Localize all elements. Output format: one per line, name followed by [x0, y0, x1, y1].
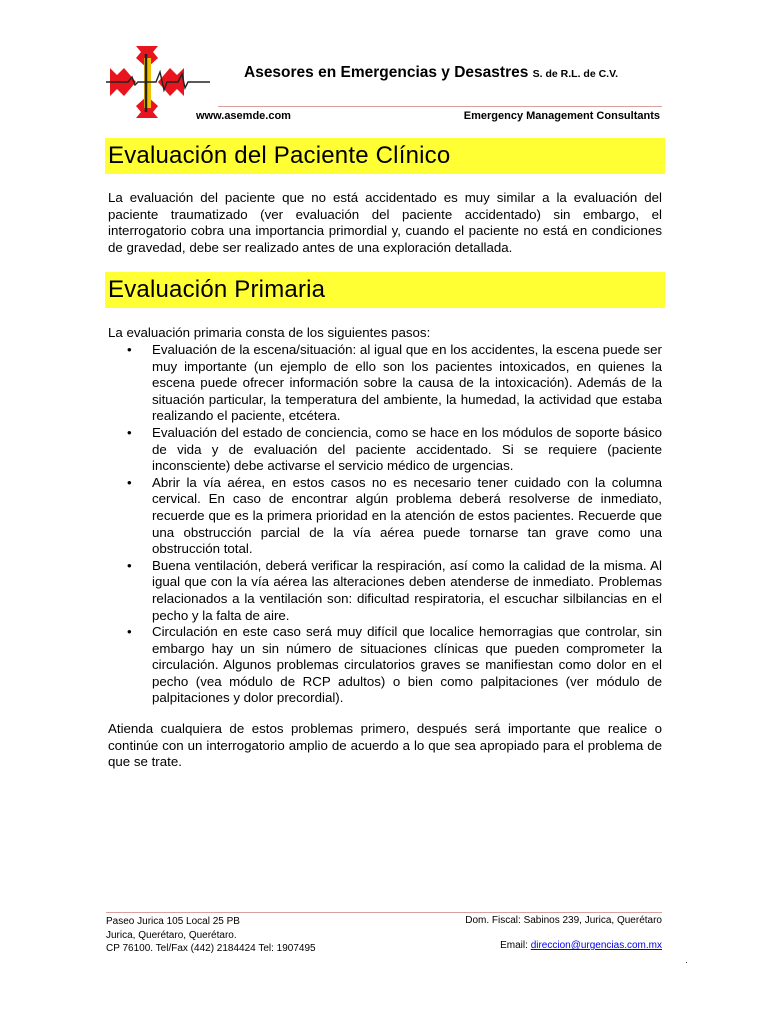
footer-email: [400, 940, 662, 951]
list-item: [108, 624, 662, 707]
list-item: [108, 475, 662, 558]
list-item-text: Evaluación de la escena/situación: al igual que en los accidentes, la escena puede ser muy importante (un ejemplo de ello son los pacientes intoxicados, en quienes la escena puede ofrecer información sobre la causa de la intoxicación). Además de la situación particular, la temperatura del ambiente, la humedad, la actividad que estaba realizando el paciente, etcétera.: [152, 342, 662, 424]
list-item-text: Circulación en este caso será muy difícil que localice hemorragias que controlar, sin embargo hay un sin número de situaciones clínicas que pueden comprometer la circulación. Algunos problemas circulatorios graves se manifiestan como dolor en el pecho (vea módulo de RCP adultos) o bien como palpitaciones (ver módulo de palpitaciones y dolor precordial).: [152, 624, 662, 706]
address-line-3: CP 76100. Tel/Fax (442) 2184424 Tel: 1907495: [106, 943, 316, 954]
list-item-text: Buena ventilación, deberá verificar la respiración, así como la calidad de la misma. Al igual que con la vía aérea las alteraciones deben atenderse de inmediato. Problemas relacionados a la ventilación son: dificultad respiratoria, el escuchar silbilancias en el pecho y la falta de aire.: [152, 557, 662, 623]
section-heading-primary: Evaluación Primaria: [105, 272, 665, 308]
bullet-icon: •: [127, 557, 132, 573]
list-item: [108, 342, 662, 425]
primary-intro: La evaluación primaria consta de los siguientes pasos:: [108, 325, 431, 340]
bullet-icon: •: [127, 342, 132, 357]
primary-steps-list: [108, 342, 662, 707]
email-link[interactable]: direccion@urgencias.com.mx: [530, 940, 662, 951]
footer-address: [106, 915, 316, 956]
bullet-icon: •: [127, 624, 132, 640]
company-title: Asesores en Emergencias y Desastres: [244, 64, 529, 81]
page-mark: [686, 962, 687, 963]
closing-paragraph: Atienda cualquiera de estos problemas primero, después será importante que realice o continúe con un interrogatorio amplio de acuerdo a lo que sea apropiado para el problema de que se trate.: [108, 721, 662, 770]
header-divider: [218, 106, 662, 107]
section-heading-clinical: Evaluación del Paciente Clínico: [105, 138, 665, 174]
list-item: [108, 425, 662, 475]
footer-divider: [106, 912, 662, 913]
list-item: [108, 558, 662, 624]
address-line-1: Paseo Jurica 105 Local 25 PB: [106, 916, 240, 927]
bullet-icon: •: [127, 424, 132, 440]
intro-paragraph: La evaluación del paciente que no está accidentado es muy similar a la evaluación del paciente traumatizado (ver evaluación del paciente accidentado) sin embargo, el interrogatorio cobra una importancia primordial y, cuando el paciente no está en condiciones de gravedad, debe ser realizado antes de una exploración detallada.: [108, 190, 662, 255]
bullet-icon: •: [127, 474, 132, 490]
fiscal-address: Dom. Fiscal: Sabinos 239, Jurica, Querétaro: [465, 915, 662, 926]
list-item-text: Evaluación del estado de conciencia, como se hace en los módulos de soporte básico de vida y de evaluación del paciente accidentado. Si se requiere (paciente inconsciente) debe activarse el servicio médico de urgencias.: [152, 424, 662, 474]
email-label: Email:: [500, 940, 528, 951]
company-tagline: Emergency Management Consultants: [463, 110, 660, 122]
address-line-2: Jurica, Querétaro, Querétaro.: [106, 929, 237, 941]
company-name: [244, 64, 618, 82]
cross-ecg-logo-icon: [106, 44, 210, 120]
company-suffix: S. de R.L. de C.V.: [532, 68, 619, 80]
website-text: www.asemde.com: [196, 110, 291, 122]
list-item-text: Abrir la vía aérea, en estos casos no es necesario tener cuidado con la columna cervical. En caso de encontrar algún problema deberá resolverse de inmediato, recuerde que es la primera prioridad en la atención de estos pacientes. Recuerde que una obstrucción parcial de la vía aérea puede tornarse tan grave como una obstrucción total.: [152, 474, 662, 557]
